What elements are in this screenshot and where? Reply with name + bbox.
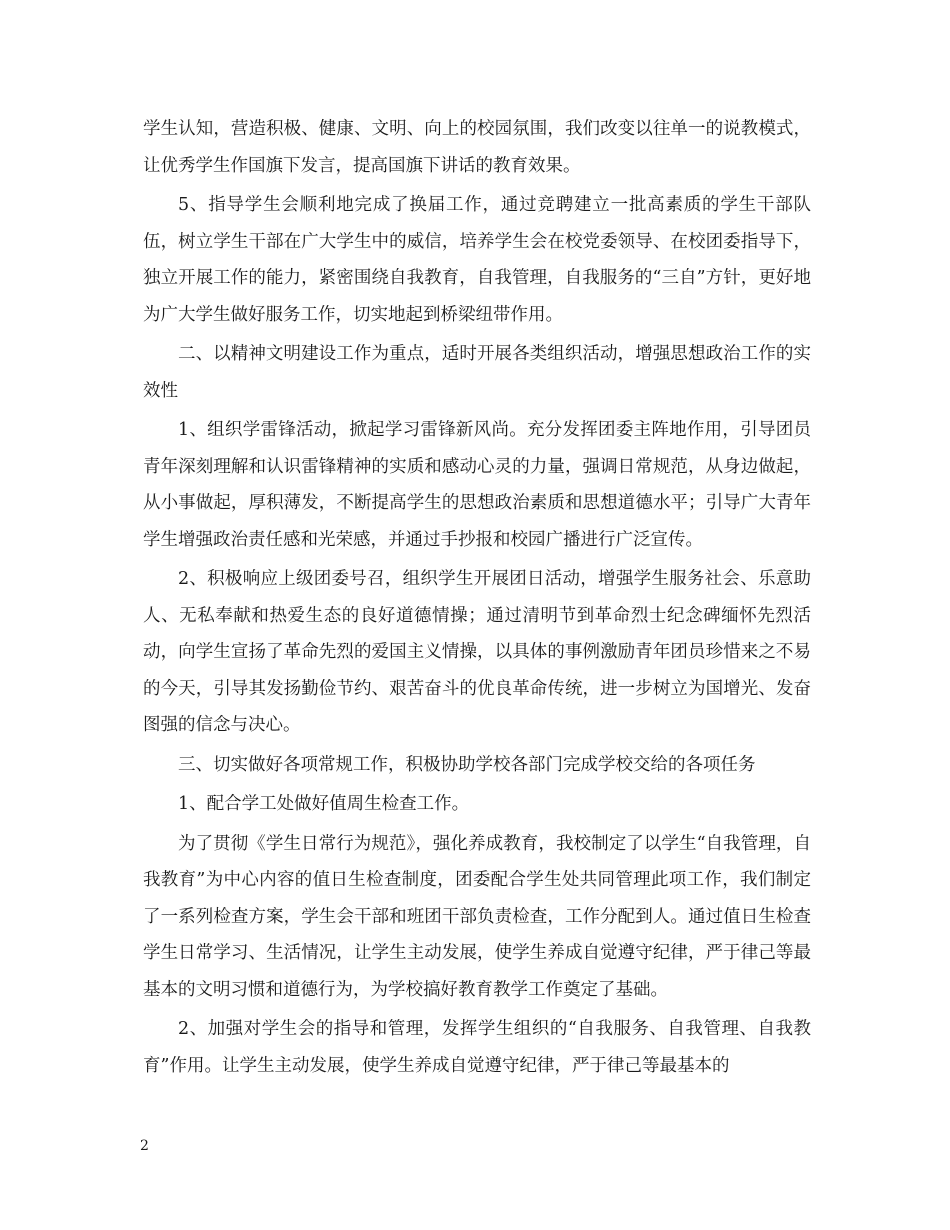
paragraph: 1、组织学雷锋活动，掀起学习雷锋新风尚。充分发挥团委主阵地作用，引导团员青年深刻理解和认识雷锋精神的实质和感动心灵的力量，强调日常规范，从身边做起，从小事做起，厚积薄发，不断提高学生的思想政治素质和思想道德水平；引导广大青年学生增强政治责任感和光荣感，并通过手抄报和校园广播进行广泛宣传。 [143, 420, 811, 550]
paragraph: 2、积极响应上级团委号召，组织学生开展团日活动，增强学生服务社会、乐意助人、无私奉献和热爱生态的良好道德情操；通过清明节到革命烈士纪念碑缅怀先烈活动，向学生宣扬了革命先烈的爱国主义情操，以具体的事例激励青年团员珍惜来之不易的今天，引导其发扬勤俭节约、艰苦奋斗的优良革命传统，进一步树立为国增光、发奋图强的信念与决心。 [143, 569, 811, 735]
document-body [143, 111, 811, 1087]
section-heading: 三、切实做好各项常规工作，积极协助学校各部门完成学校交给的各项任务 [178, 754, 756, 775]
page-number: 2 [140, 1138, 149, 1154]
paragraph: 2、加强对学生会的指导和管理，发挥学生组织的“自我服务、自我管理、自我教育”作用。让学生主动发展，使学生养成自觉遵守纪律，严于律己等最基本的 [143, 1019, 811, 1076]
paragraph: 为了贯彻《学生日常行为规范》，强化养成教育，我校制定了以学生“自我管理，自我教育”为中心内容的值日生检查制度，团委配合学生处共同管理此项工作，我们制定了一系列检查方案，学生会干部和班团干部负责检查，工作分配到人。通过值日生检查学生日常学习、生活情况，让学生主动发展，使学生养成自觉遵守纪律，严于律己等最基本的文明习惯和道德行为，为学校搞好教育教学工作奠定了基础。 [143, 833, 811, 1000]
subsection-heading: 1、配合学工处做好值周生检查工作。 [178, 794, 470, 814]
paragraph: 5、指导学生会顺利地完成了换届工作，通过竞聘建立一批高素质的学生干部队伍，树立学生干部在广大学生中的威信，培养学生会在校党委领导、在校团委指导下，独立开展工作的能力，紧密围绕自我教育，自我管理，自我服务的“三自”方针，更好地为广大学生做好服务工作，切实地起到桥梁纽带作用。 [143, 195, 811, 325]
paragraph: 学生认知，营造积极、健康、文明、向上的校园氛围，我们改变以往单一的说教模式，让优秀学生作国旗下发言，提高国旗下讲话的教育效果。 [143, 119, 811, 176]
section-heading: 二、以精神文明建设工作为重点，适时开展各类组织活动，增强思想政治工作的实效性 [143, 344, 811, 401]
